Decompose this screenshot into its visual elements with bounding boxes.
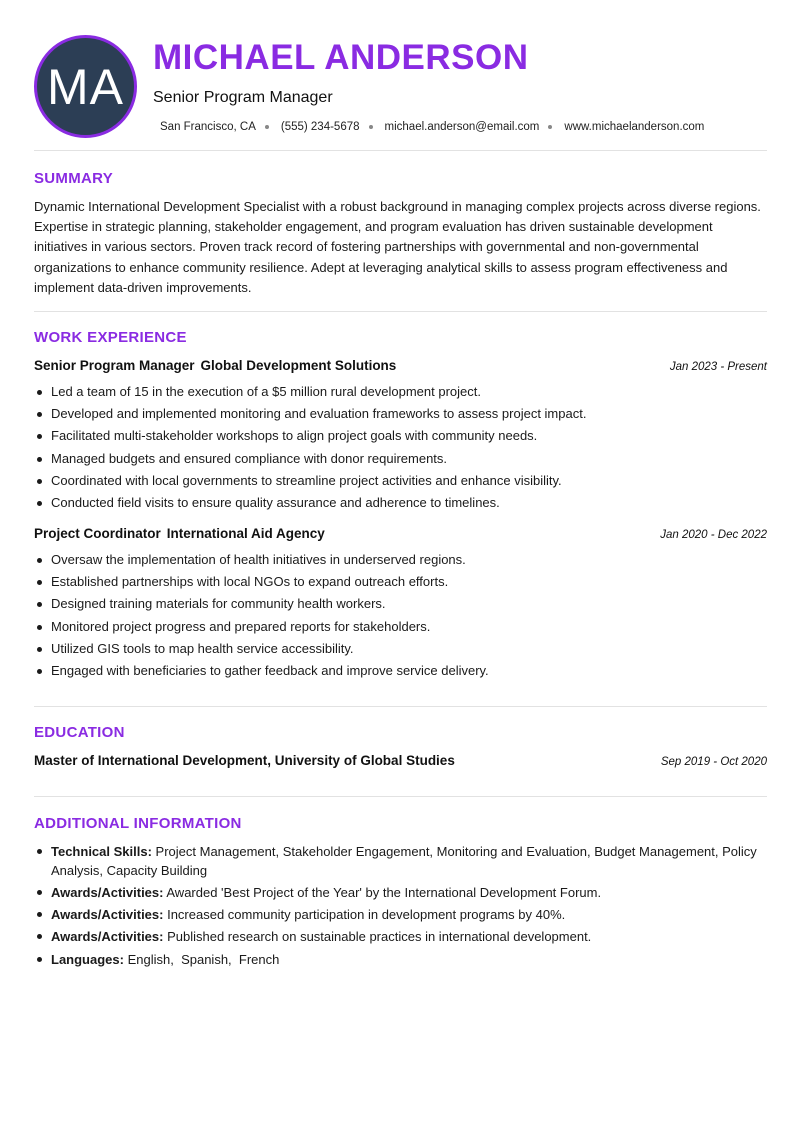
contact-bar [160, 121, 704, 133]
job-dates: Jan 2020 - Dec 2022 [660, 529, 767, 541]
contact-website[interactable]: www.michaelanderson.com [564, 121, 705, 133]
list-item: Monitored project progress and prepared reports for stakeholders. [34, 618, 769, 640]
summary-heading: SUMMARY [34, 170, 114, 187]
contact-location: San Francisco, CA [160, 121, 256, 133]
job-company: International Aid Agency [166, 526, 325, 541]
separator-dot-icon [369, 125, 373, 129]
job-title [34, 526, 325, 541]
job-company: Global Development Solutions [200, 358, 397, 373]
list-item: Oversaw the implementation of health initiatives in underserved regions. [34, 551, 769, 573]
list-item [34, 950, 769, 969]
job-header [34, 526, 767, 541]
contact-email[interactable]: michael.anderson@email.com [384, 121, 540, 133]
additional-info-heading: ADDITIONAL INFORMATION [34, 815, 242, 832]
list-item: Facilitated multi-stakeholder workshops to align project goals with community needs. [34, 427, 769, 449]
list-item: Designed training materials for community health workers. [34, 595, 769, 617]
list-item: Established partnerships with local NGOs to expand outreach efforts. [34, 573, 769, 595]
list-item: Led a team of 15 in the execution of a $5 million rural development project. [34, 383, 769, 405]
work-experience-heading: WORK EXPERIENCE [34, 329, 187, 346]
education-heading: EDUCATION [34, 724, 125, 741]
item-label: Awards/Activities: [51, 929, 164, 944]
item-label: Languages: [51, 952, 124, 967]
list-item: Coordinated with local governments to streamline project activities and enhance visibility. [34, 472, 769, 494]
separator-dot-icon [265, 125, 269, 129]
avatar-initials: MA [47, 58, 124, 115]
list-item: Managed budgets and ensured compliance with donor requirements. [34, 450, 769, 472]
job-position: Senior Program Manager [34, 358, 195, 373]
job-title [34, 358, 396, 373]
item-label: Technical Skills: [51, 844, 152, 859]
item-text: English, Spanish, French [127, 952, 280, 967]
item-text: Increased community participation in development programs by 40%. [167, 907, 566, 922]
job-header [34, 358, 767, 373]
education-dates: Sep 2019 - Oct 2020 [660, 756, 767, 768]
job-bullet-list [34, 551, 769, 684]
education-entry [34, 753, 767, 768]
contact-phone: (555) 234-5678 [280, 121, 360, 133]
list-item [34, 842, 769, 880]
list-item: Engaged with beneficiaries to gather feedback and improve service delivery. [34, 662, 769, 684]
list-item [34, 883, 769, 902]
list-item [34, 927, 769, 946]
job-bullet-list [34, 383, 769, 516]
avatar [34, 35, 137, 138]
education-degree: Master of International Development, University of Global Studies [34, 753, 455, 768]
candidate-name: MICHAEL ANDERSON [153, 38, 529, 77]
divider [34, 311, 767, 312]
item-text: Published research on sustainable practices in international development. [167, 929, 592, 944]
item-label: Awards/Activities: [51, 885, 164, 900]
item-text: Project Management, Stakeholder Engagement, Monitoring and Evaluation, Budget Management, Policy Analysis, Capacity Building [51, 844, 757, 878]
summary-text: Dynamic International Development Specialist with a robust background in managing complex projects across diverse regions. Expertise in strategic planning, stakeholder engagement, and program evaluation has driven sustainable development initiatives in various sectors. Proven track record of fostering partnerships with governmental and non-governmental organizations to enhance community resilience. Adept at leveraging analytical skills to assess program effectiveness and implement data-driven improvements. [34, 199, 761, 295]
list-item [34, 905, 769, 924]
divider [34, 706, 767, 707]
divider [34, 150, 767, 151]
item-text: Awarded 'Best Project of the Year' by the International Development Forum. [166, 885, 602, 900]
divider [34, 796, 767, 797]
job-position: Project Coordinator [34, 526, 161, 541]
additional-info-list [34, 842, 769, 972]
candidate-role: Senior Program Manager [153, 89, 333, 106]
list-item: Conducted field visits to ensure quality assurance and adherence to timelines. [34, 494, 769, 516]
job-dates: Jan 2023 - Present [669, 361, 767, 373]
list-item: Utilized GIS tools to map health service accessibility. [34, 640, 769, 662]
separator-dot-icon [548, 125, 552, 129]
list-item: Developed and implemented monitoring and evaluation frameworks to assess project impact. [34, 405, 769, 427]
item-label: Awards/Activities: [51, 907, 164, 922]
